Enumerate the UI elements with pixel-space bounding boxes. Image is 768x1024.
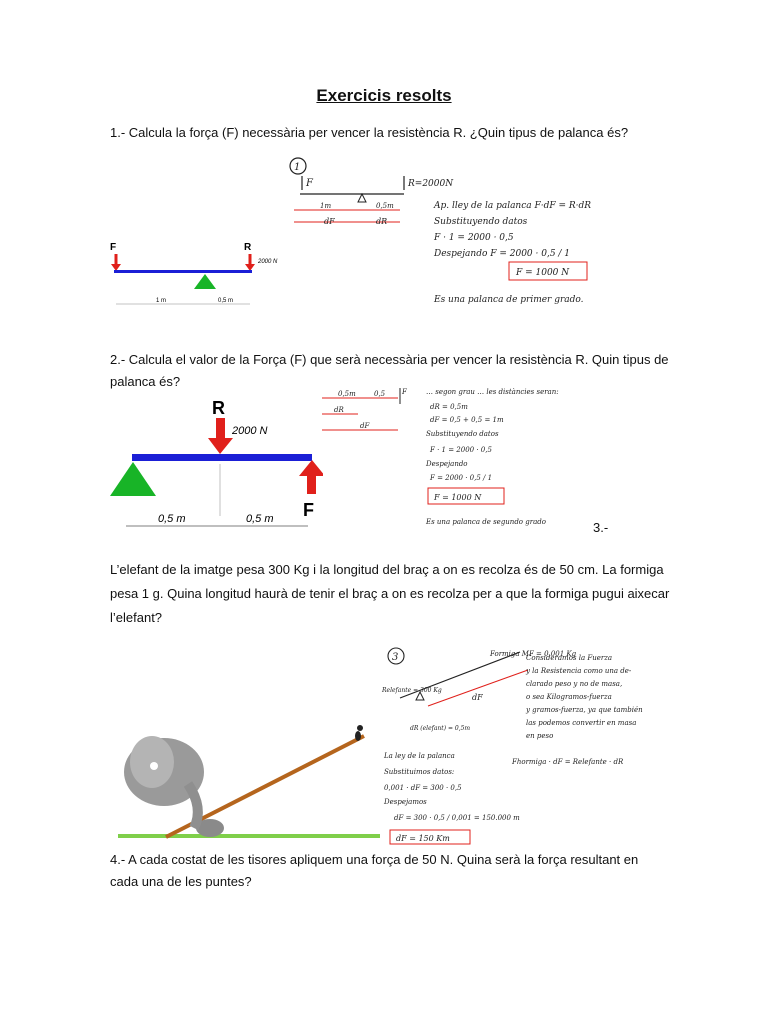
q3-number: 3 bbox=[392, 652, 399, 663]
q2-note-line-3: dF = 0,5 + 0,5 = 1m bbox=[430, 416, 504, 424]
page-title: Exercicis resolts bbox=[316, 86, 452, 105]
q1-r-value: 2000 N bbox=[258, 259, 278, 265]
q1-note-line-2: Substituyendo datos bbox=[434, 217, 528, 227]
q1-note-line-5: F = 1000 N bbox=[516, 268, 570, 278]
q1-number: 1 bbox=[294, 162, 301, 173]
q2-r-label: R bbox=[212, 398, 225, 418]
q1-note-d2: 0,5m bbox=[376, 202, 394, 210]
q3-note-right-line-2: y la Resistencia como una de- bbox=[526, 667, 632, 675]
q1-resistance-arrow-head bbox=[245, 264, 255, 271]
q3-note-df: dF bbox=[472, 693, 483, 702]
q3-note-line-4: dF = 300 · 0,5 / 0,001 = 150.000 m bbox=[394, 814, 520, 822]
q1-r-label: R bbox=[244, 242, 252, 253]
q1-fulcrum bbox=[194, 274, 216, 289]
q2-d2: 0,5 m bbox=[246, 513, 274, 525]
q3-ant-head bbox=[357, 725, 363, 731]
q2-note-df: dF bbox=[360, 422, 370, 430]
q3-note-line-1: Substituimos datos: bbox=[384, 768, 455, 776]
q3-note-relefant: Relefante = 300 Kg bbox=[382, 687, 442, 694]
question-3-number: 3.- bbox=[593, 520, 609, 535]
q1-note-d1: 1m bbox=[320, 202, 332, 210]
q3-note-line-5: dF = 150 Km bbox=[396, 834, 450, 843]
q3-note-formiga: Formiga MF = 0,001 Kg bbox=[490, 650, 577, 658]
q2-r-value: 2000 N bbox=[232, 425, 268, 437]
q2-note-line-5: F · 1 = 2000 · 0,5 bbox=[430, 446, 492, 454]
q2-note-dr: dR bbox=[334, 406, 344, 414]
q3-note-right-line-3: clarado peso y no de masa, bbox=[526, 680, 623, 688]
q1-beam bbox=[114, 270, 252, 273]
q2-beam bbox=[132, 454, 312, 461]
q2-handwritten-solution bbox=[318, 384, 588, 530]
q2-note-line-6: Despejando bbox=[426, 460, 468, 468]
q3-elephant-ear bbox=[130, 736, 174, 788]
q2-fulcrum bbox=[110, 462, 156, 496]
q2-note-line-1: … segon grau … les distàncies seran: bbox=[426, 388, 559, 396]
q3-note-law-eq: Fhormiga · dF = Relefante · dR bbox=[512, 758, 624, 766]
q2-note-line-9: Es una palanca de segundo grado bbox=[426, 518, 546, 526]
q1-note-line-4: Despejando F = 2000 · 0,5 / 1 bbox=[434, 249, 571, 259]
q3-note-law: La ley de la palanca bbox=[384, 752, 455, 760]
q1-force-arrow-head bbox=[111, 264, 121, 271]
q1-note-line-1: Ap. lley de la palanca F·dF = R·dR bbox=[434, 201, 592, 211]
q1-note-fulcrum bbox=[358, 194, 366, 202]
q3-note-right-line-5: y gramos-fuerza, ya que también bbox=[526, 706, 643, 714]
q1-note-r: R=2000N bbox=[408, 179, 454, 189]
q1-d2: 0,5 m bbox=[218, 298, 234, 304]
q3-note-dr: dR (elefant) = 0,5m bbox=[410, 725, 471, 732]
question-3-text: L’elefant de la imatge pesa 300 Kg i la longitud del braç a on es recolza és de 50 cm. La formiga pesa 1 g. Quina longitud haurà de tenir el braç a on es recolza per a que la formiga pugui aixecar l’elefant? bbox=[110, 562, 670, 625]
q1-note-line-3: F · 1 = 2000 · 0,5 bbox=[434, 233, 514, 243]
q1-note-line-6: Es una palanca de primer grado. bbox=[434, 295, 584, 305]
q1-note-dr1: dF bbox=[324, 217, 335, 226]
question-1-text: 1.- Calcula la força (F) necessària per vencer la resistència R. ¿Quin tipus de palanca és? bbox=[110, 125, 629, 140]
q2-resistance-arrow-head bbox=[208, 438, 233, 454]
question-4-text: 4.- A cada costat de les tisores apliquem una força de 50 N. Quina serà la força resultant en cada una de les puntes? bbox=[110, 852, 639, 889]
q1-handwritten-solution bbox=[284, 156, 648, 314]
q3-elephant-trunk bbox=[188, 784, 198, 828]
q2-note-line-4: Substituyendo datos bbox=[426, 430, 499, 438]
q3-grass bbox=[118, 834, 380, 838]
q3-note-line-2: 0,001 · dF = 300 · 0,5 bbox=[384, 784, 462, 792]
q3-note-right-line-6: las podemos convertir en masa bbox=[526, 719, 637, 727]
q3-note-right-line-7: en peso bbox=[526, 732, 554, 740]
q2-lever-diagram bbox=[108, 394, 323, 532]
q2-force-arrow bbox=[307, 474, 316, 494]
q2-note-d2: 0,5 bbox=[374, 390, 386, 398]
q2-resistance-arrow bbox=[216, 418, 225, 440]
q3-note-right-line-1: Consideramos la Fuerza bbox=[526, 654, 613, 662]
q1-note-f: F bbox=[306, 178, 313, 189]
q1-d1: 1 m bbox=[156, 298, 167, 304]
q2-f-label: F bbox=[303, 500, 314, 520]
q2-note-line-8: F = 1000 N bbox=[434, 493, 482, 502]
q2-d1: 0,5 m bbox=[158, 513, 186, 525]
q3-note-line-3: Despejamos bbox=[384, 798, 427, 806]
q3-elephant-eye bbox=[150, 762, 158, 770]
q3-handwritten-solution bbox=[380, 636, 686, 846]
q3-elephant-illustration bbox=[118, 700, 380, 846]
q2-note-line-7: F = 2000 · 0,5 / 1 bbox=[430, 474, 493, 482]
q2-note-line-2: dR = 0,5m bbox=[430, 403, 468, 411]
question-2-text: 2.- Calcula el valor de la Força (F) que serà necessària per vencer la resistència R. Quin tipus de palanca és? bbox=[110, 352, 669, 389]
q1-note-dr2: dR bbox=[376, 217, 388, 226]
q3-ant-body bbox=[355, 731, 361, 741]
q2-note-f: F bbox=[402, 388, 407, 396]
q3-note-right-line-4: o sea Kilogramos-fuerza bbox=[526, 693, 612, 701]
q1-f-label: F bbox=[110, 242, 117, 253]
q2-note-d1: 0,5m bbox=[338, 390, 356, 398]
q1-lever-diagram bbox=[108, 238, 288, 313]
